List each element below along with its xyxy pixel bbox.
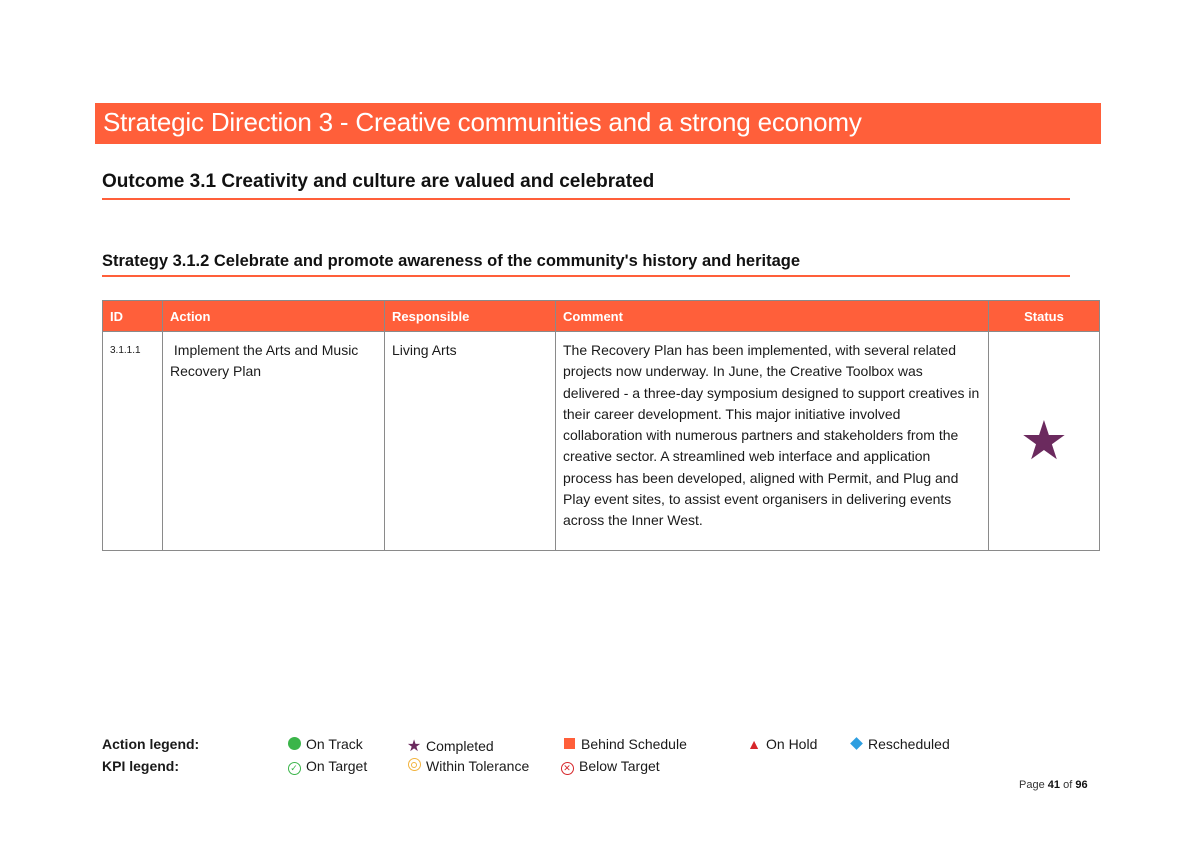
- check-circle-icon: ✓: [286, 758, 302, 775]
- red-triangle-icon: ▲: [747, 736, 761, 752]
- column-header-action: Action: [163, 301, 385, 332]
- legend-below-target: ✕ Below Target: [559, 758, 660, 775]
- purple-star-icon: ★: [406, 738, 422, 755]
- legend-completed: ★ Completed: [406, 738, 494, 755]
- banner-title: Strategic Direction 3 - Creative communities and a strong economy: [103, 107, 862, 137]
- page-number: Page 41 of 96: [1019, 779, 1088, 791]
- actions-table: [102, 300, 1100, 551]
- column-header-status: Status: [989, 301, 1100, 332]
- table-row: [103, 332, 1100, 551]
- cell-id: 3.1.1.1: [103, 332, 163, 551]
- cell-responsible: Living Arts: [385, 332, 556, 551]
- cell-action: Implement the Arts and Music Recovery Plan: [163, 332, 385, 551]
- kpi-legend-label: KPI legend:: [102, 758, 180, 774]
- cell-comment: The Recovery Plan has been implemented, with several related projects now underway. In June, the Creative Toolbox was delivered - a three-day symposium designed to support creatives in their career development. This major initiative involved collaboration with numerous partners and stakeholders from the creative sector. A streamlined web interface and application process has been developed, aligned with Permit, and Plug and Play event sites, to assist event organisers in delivering events across the Inner West.: [556, 332, 989, 551]
- completed-star-icon: ★: [1019, 410, 1069, 471]
- green-circle-icon: [286, 736, 302, 752]
- strategy-heading: Strategy 3.1.2 Celebrate and promote awareness of the community's history and heritage: [102, 252, 801, 270]
- action-legend-label: Action legend:: [102, 736, 200, 752]
- blue-diamond-icon: [848, 736, 864, 752]
- legend-on-hold: ▲ On Hold: [747, 736, 818, 752]
- legend-on-track: On Track: [286, 736, 363, 752]
- table-header-row: [103, 301, 1100, 332]
- outcome-heading: Outcome 3.1 Creativity and culture are valued and celebrated: [102, 171, 655, 192]
- column-header-responsible: Responsible: [385, 301, 556, 332]
- strategy-divider: [102, 275, 1070, 277]
- orange-square-icon: [561, 736, 577, 752]
- target-circle-icon: [406, 758, 422, 774]
- cross-circle-icon: ✕: [559, 758, 575, 775]
- legend-behind-schedule: Behind Schedule: [561, 736, 687, 752]
- column-header-id: ID: [103, 301, 163, 332]
- cell-status: [989, 332, 1100, 551]
- section-banner: [95, 103, 1101, 144]
- legend-rescheduled: Rescheduled: [848, 736, 950, 752]
- total-pages: 96: [1075, 779, 1088, 791]
- outcome-divider: [102, 198, 1070, 200]
- legend-on-target: ✓ On Target: [286, 758, 367, 775]
- legend-within-tolerance: Within Tolerance: [406, 758, 529, 774]
- column-header-comment: Comment: [556, 301, 989, 332]
- current-page: 41: [1047, 779, 1061, 791]
